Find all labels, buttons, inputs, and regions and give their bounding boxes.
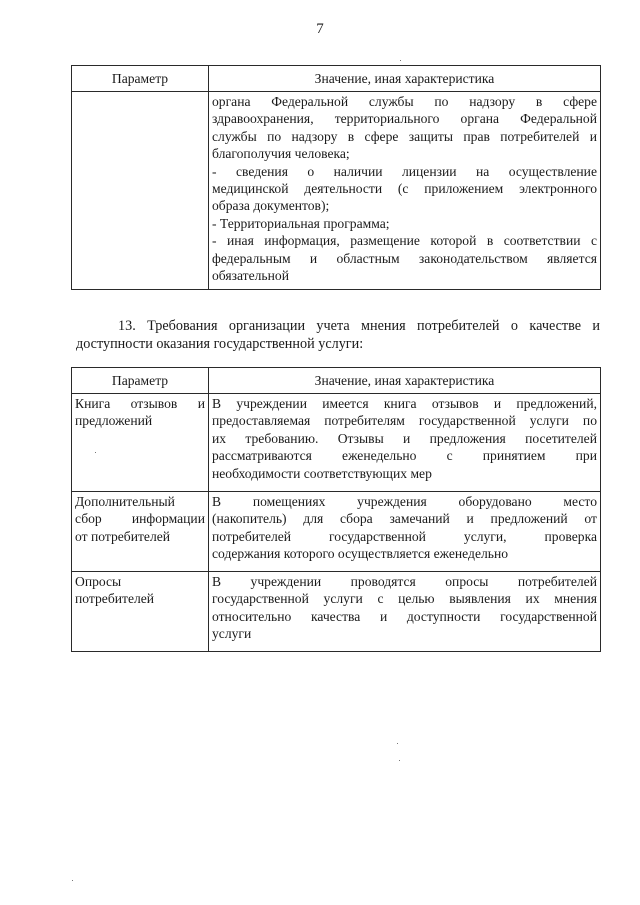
header-value: Значение, иная характеристика [209,368,601,394]
value-line: федеральным и областным законодательством является [212,250,597,266]
section-13-line-1: 13. Требования организации учета мнения потребителей о качестве и [118,318,600,334]
section-13-line-2: доступности оказания государственной услуги: [76,336,364,352]
value-line: службы по надзору в сфере защиты прав потребителей и [212,128,597,144]
value-line: относительно качества и доступности государственной [212,608,597,624]
table-row [72,572,601,652]
value-line: - сведения о наличии лицензии на осуществление [212,163,597,179]
value-line: содержания которого осуществляется еженедельно [212,546,509,562]
param-line: от потребителей [75,528,171,544]
value-cell [209,492,601,572]
header-param: Параметр [72,66,209,92]
param-cell [72,394,209,492]
value-line: - Территориальная программа; [212,215,390,231]
value-line: - иная информация, размещение которой в соответствии с [212,233,597,249]
value-line: В учреждении имеется книга отзывов и предложений, [212,396,597,411]
value-cell [209,394,601,492]
value-line: медицинской деятельности (с приложением электронного [212,181,597,197]
value-line: благополучия человека; [212,146,350,162]
value-line: предоставляемая потребителям государственной услуги по [212,413,597,429]
table-row [72,394,601,492]
scan-speck [95,452,96,453]
info-table-continued [71,65,601,290]
value-line: рассматриваются еженедельно с принятием при [212,448,597,464]
param-line: сбор информации [75,511,205,527]
value-line: необходимости соответствующих мер [212,465,432,481]
scan-speck [397,743,398,744]
value-line: В учреждении проводятся опросы потребителей [212,574,597,589]
param-line: Книга отзывов и [75,396,205,411]
param-line: предложений [75,413,153,429]
value-line: здравоохранения, территориального органа Федеральной [212,111,597,127]
value-line: государственной услуги с целью выявления их мнения [212,591,597,607]
value-line: В помещениях учреждения оборудовано место [212,494,597,509]
feedback-requirements-table [71,367,601,652]
param-cell-empty [72,92,209,290]
scan-speck [400,60,401,61]
param-line: потребителей [75,591,155,607]
table-row [72,492,601,572]
value-cell [209,572,601,652]
value-line: услуги [212,626,252,642]
param-line: Дополнительный [75,494,175,509]
value-line: образа документов); [212,198,330,214]
value-line: (накопитель) для сбора замечаний и предложений от [212,511,597,527]
table-header-row [72,66,601,92]
page-number: 7 [316,21,324,37]
table-row [72,92,601,290]
value-line: обязательной [212,268,289,284]
value-cell [209,92,601,290]
header-value: Значение, иная характеристика [209,66,601,92]
value-line: органа Федеральной службы по надзору в сфере [212,94,597,109]
param-cell [72,492,209,572]
scan-speck [72,880,73,881]
param-cell [72,572,209,652]
section-13-heading [76,317,600,353]
value-line: их требованию. Отзывы и предложения посетителей [212,430,597,446]
header-param: Параметр [72,368,209,394]
scan-speck [399,760,400,761]
param-line: Опросы [75,574,122,589]
value-line: потребителей государственной услуги, проверка [212,528,597,544]
table-header-row [72,368,601,394]
